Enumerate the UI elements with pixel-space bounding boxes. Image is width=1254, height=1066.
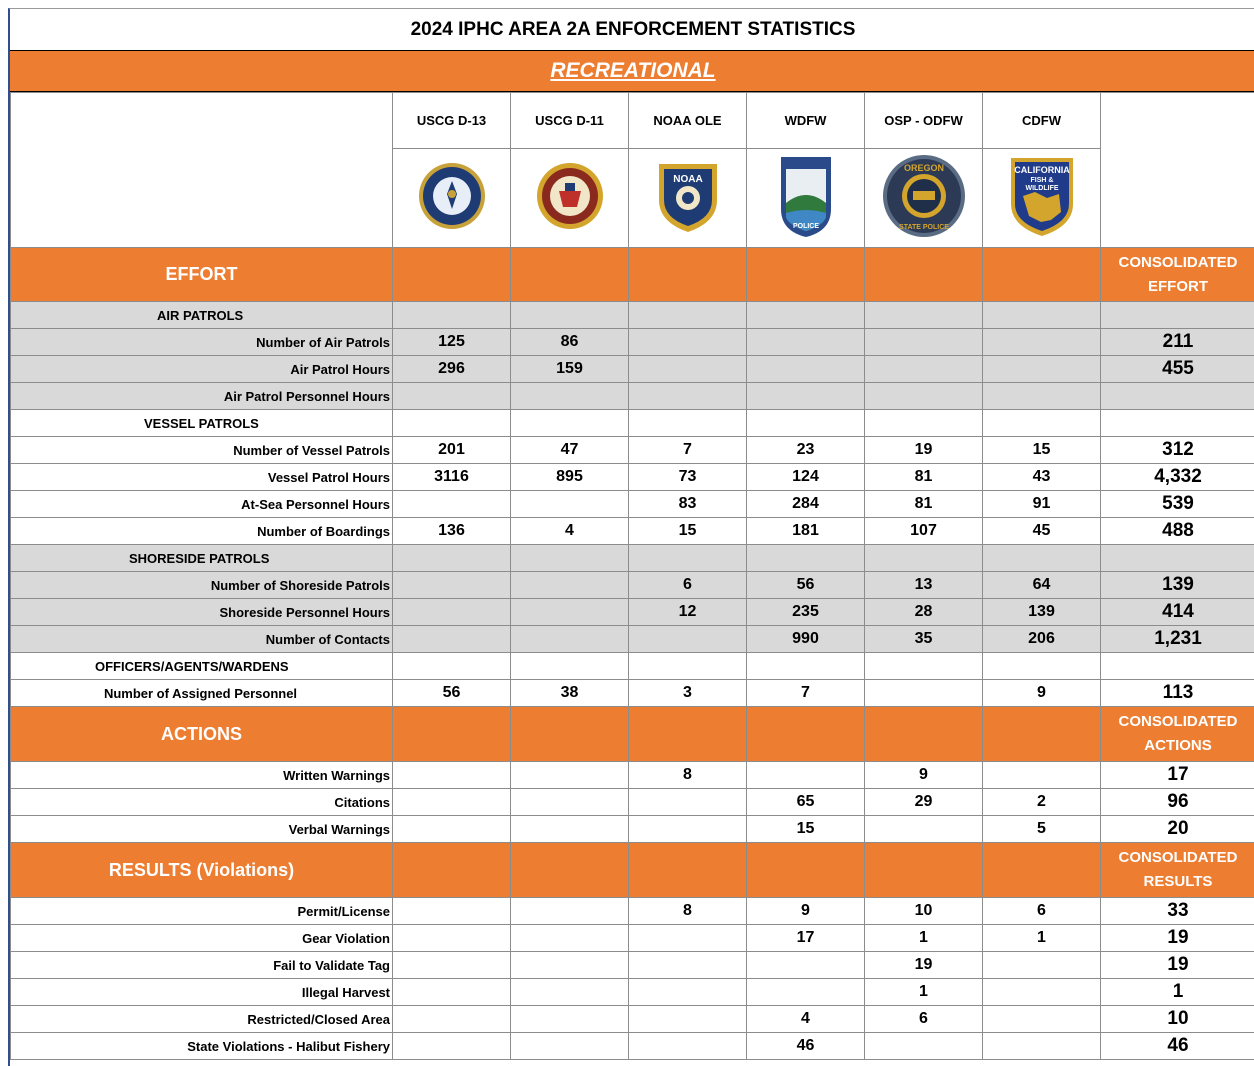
wdfw-police-badge-icon [747,149,865,248]
value-cell [983,1033,1101,1060]
stats-table [10,92,1254,1060]
value-cell: 107 [865,518,983,545]
consolidated-total-cell: 455 [1101,356,1254,383]
shoreside-patrols-section-row [11,545,1254,572]
value-cell: 159 [511,356,629,383]
value-cell [511,952,629,979]
value-cell [629,1033,747,1060]
consolidated-total-cell: 10 [1101,1006,1254,1033]
actions-header-row [11,707,1254,762]
value-cell: 46 [747,1033,865,1060]
value-cell: 3 [629,680,747,707]
consolidated-total-cell: 96 [1101,789,1254,816]
air-patrols-section-row [11,302,1254,329]
value-cell [511,626,629,653]
value-cell [393,979,511,1006]
osp-logo-text-top: OREGON [903,163,943,173]
page-title: 2024 IPHC AREA 2A ENFORCEMENT STATISTICS [10,9,1254,51]
value-cell [983,329,1101,356]
value-cell [511,762,629,789]
row-label: Air Patrol Hours [11,356,393,383]
consolidated-total-cell: 19 [1101,925,1254,952]
table-row [11,979,1254,1006]
table-row [11,518,1254,545]
consolidated-effort-heading: CONSOLIDATED EFFORT [1101,248,1254,302]
table-row [11,762,1254,789]
value-cell [511,1033,629,1060]
value-cell: 5 [983,816,1101,843]
consolidated-total-cell: 17 [1101,762,1254,789]
value-cell [511,491,629,518]
value-cell [747,329,865,356]
value-cell: 19 [865,437,983,464]
value-cell: 181 [747,518,865,545]
table-row [11,952,1254,979]
value-cell [511,1006,629,1033]
value-cell: 47 [511,437,629,464]
officers-section-row [11,653,1254,680]
value-cell [393,491,511,518]
value-cell: 3116 [393,464,511,491]
section-heading: AIR PATROLS [11,302,393,329]
consolidated-total-cell: 46 [1101,1033,1254,1060]
value-cell [865,680,983,707]
value-cell: 206 [983,626,1101,653]
value-cell: 35 [865,626,983,653]
agency-name: OSP - ODFW [865,93,983,149]
consolidated-total-cell: 33 [1101,898,1254,925]
value-cell: 8 [629,898,747,925]
value-cell: 86 [511,329,629,356]
effort-header-row [11,248,1254,302]
row-label: Fail to Validate Tag [11,952,393,979]
cdfw-logo-text-3: WILDLIFE [1025,185,1058,192]
effort-heading: EFFORT [11,248,393,302]
value-cell [511,925,629,952]
value-cell [747,762,865,789]
value-cell: 7 [629,437,747,464]
value-cell: 91 [983,491,1101,518]
table-row [11,383,1254,410]
value-cell: 15 [983,437,1101,464]
value-cell: 7 [747,680,865,707]
wdfw-logo-text: POLICE [792,223,818,230]
value-cell: 6 [865,1006,983,1033]
value-cell [393,1033,511,1060]
value-cell [629,952,747,979]
row-label: Number of Vessel Patrols [11,437,393,464]
value-cell [983,952,1101,979]
table-row [11,491,1254,518]
value-cell [629,925,747,952]
spreadsheet [8,8,1254,1066]
value-cell [983,383,1101,410]
value-cell [393,572,511,599]
row-label: Number of Assigned Personnel [11,680,393,707]
row-label: At-Sea Personnel Hours [11,491,393,518]
value-cell [865,329,983,356]
value-cell [393,898,511,925]
agency-name: WDFW [747,93,865,149]
table-row [11,626,1254,653]
value-cell: 9 [865,762,983,789]
value-cell: 12 [629,599,747,626]
value-cell [511,572,629,599]
value-cell: 124 [747,464,865,491]
value-cell [393,762,511,789]
value-cell: 45 [983,518,1101,545]
value-cell: 43 [983,464,1101,491]
value-cell: 6 [629,572,747,599]
value-cell [747,952,865,979]
value-cell: 28 [865,599,983,626]
row-label: Verbal Warnings [11,816,393,843]
value-cell: 136 [393,518,511,545]
value-cell [865,383,983,410]
value-cell [865,356,983,383]
table-row [11,572,1254,599]
table-row [11,680,1254,707]
row-label: Number of Air Patrols [11,329,393,356]
cdfw-badge-icon [983,149,1101,248]
agency-header-row [11,93,1254,149]
value-cell: 23 [747,437,865,464]
table-row [11,898,1254,925]
subtitle-recreational: RECREATIONAL [10,51,1254,92]
value-cell [983,356,1101,383]
value-cell: 15 [747,816,865,843]
value-cell [747,383,865,410]
value-cell: 8 [629,762,747,789]
value-cell [393,925,511,952]
value-cell: 296 [393,356,511,383]
value-cell: 284 [747,491,865,518]
consolidated-total-cell: 4,332 [1101,464,1254,491]
agency-name: USCG D-11 [511,93,629,149]
value-cell: 990 [747,626,865,653]
agency-name: NOAA OLE [629,93,747,149]
oregon-state-police-seal-icon [865,149,983,248]
consolidated-total-cell: 539 [1101,491,1254,518]
value-cell [393,952,511,979]
value-cell [747,979,865,1006]
value-cell [511,383,629,410]
value-cell: 65 [747,789,865,816]
value-cell [629,383,747,410]
value-cell [393,816,511,843]
value-cell: 895 [511,464,629,491]
consolidated-total-cell: 139 [1101,572,1254,599]
consolidated-total-cell: 488 [1101,518,1254,545]
value-cell: 29 [865,789,983,816]
value-cell: 4 [511,518,629,545]
consolidated-total-cell: 113 [1101,680,1254,707]
consolidated-total-cell: 1 [1101,979,1254,1006]
row-label: Gear Violation [11,925,393,952]
value-cell: 201 [393,437,511,464]
value-cell: 2 [983,789,1101,816]
value-cell [629,356,747,383]
value-cell [747,356,865,383]
consolidated-total-cell: 20 [1101,816,1254,843]
value-cell: 235 [747,599,865,626]
consolidated-actions-heading: CONSOLIDATED ACTIONS [1101,707,1254,762]
noaa-ole-badge-icon [629,149,747,248]
consolidated-total-cell: 211 [1101,329,1254,356]
value-cell: 1 [983,925,1101,952]
value-cell: 9 [747,898,865,925]
consolidated-total-cell: 1,231 [1101,626,1254,653]
value-cell [629,626,747,653]
table-row [11,925,1254,952]
value-cell [983,762,1101,789]
value-cell: 83 [629,491,747,518]
section-heading: SHORESIDE PATROLS [11,545,393,572]
table-row [11,329,1254,356]
value-cell [511,979,629,1006]
uscg-d13-seal-icon [393,149,511,248]
uscg-d11-seal-icon [511,149,629,248]
value-cell: 38 [511,680,629,707]
results-heading: RESULTS (Violations) [11,843,393,898]
osp-logo-text-bottom: STATE POLICE [899,224,949,231]
row-label: Written Warnings [11,762,393,789]
row-label: Air Patrol Personnel Hours [11,383,393,410]
table-row [11,816,1254,843]
table-row [11,464,1254,491]
consolidated-total-cell: 414 [1101,599,1254,626]
value-cell [393,1006,511,1033]
row-label: Restricted/Closed Area [11,1006,393,1033]
table-row [11,789,1254,816]
table-row [11,437,1254,464]
agency-name: CDFW [983,93,1101,149]
vessel-patrols-section-row [11,410,1254,437]
value-cell [865,816,983,843]
value-cell [393,626,511,653]
value-cell: 73 [629,464,747,491]
value-cell: 139 [983,599,1101,626]
table-row [11,356,1254,383]
row-label: Number of Boardings [11,518,393,545]
value-cell [393,599,511,626]
value-cell [511,898,629,925]
value-cell: 4 [747,1006,865,1033]
value-cell: 10 [865,898,983,925]
consolidated-total-cell [1101,383,1254,410]
row-label: Illegal Harvest [11,979,393,1006]
row-label: Number of Contacts [11,626,393,653]
value-cell: 81 [865,464,983,491]
value-cell: 19 [865,952,983,979]
value-cell: 125 [393,329,511,356]
value-cell: 15 [629,518,747,545]
value-cell: 13 [865,572,983,599]
row-label: Permit/License [11,898,393,925]
results-header-row [11,843,1254,898]
noaa-logo-text: NOAA [673,174,702,185]
value-cell: 17 [747,925,865,952]
value-cell: 81 [865,491,983,518]
row-label: Shoreside Personnel Hours [11,599,393,626]
consolidated-results-heading: CONSOLIDATED RESULTS [1101,843,1254,898]
value-cell: 64 [983,572,1101,599]
value-cell: 9 [983,680,1101,707]
value-cell [393,789,511,816]
actions-heading: ACTIONS [11,707,393,762]
value-cell [629,979,747,1006]
value-cell [511,599,629,626]
value-cell [629,1006,747,1033]
value-cell [511,789,629,816]
section-heading: VESSEL PATROLS [11,410,393,437]
value-cell: 1 [865,925,983,952]
value-cell [983,979,1101,1006]
table-row [11,1033,1254,1060]
value-cell: 6 [983,898,1101,925]
consolidated-total-cell: 312 [1101,437,1254,464]
value-cell: 56 [747,572,865,599]
value-cell [983,1006,1101,1033]
value-cell: 1 [865,979,983,1006]
value-cell [511,816,629,843]
value-cell [629,789,747,816]
cdfw-logo-text-1: CALIFORNIA [1014,165,1070,175]
row-label: State Violations - Halibut Fishery [11,1033,393,1060]
section-heading: OFFICERS/AGENTS/WARDENS [11,653,393,680]
value-cell: 56 [393,680,511,707]
row-label: Citations [11,789,393,816]
row-label: Number of Shoreside Patrols [11,572,393,599]
consolidated-total-cell: 19 [1101,952,1254,979]
value-cell [865,1033,983,1060]
row-label: Vessel Patrol Hours [11,464,393,491]
value-cell [629,816,747,843]
agency-name: USCG D-13 [393,93,511,149]
table-row [11,599,1254,626]
table-row [11,1006,1254,1033]
cdfw-logo-text-2: FISH & [1030,177,1053,184]
value-cell [393,383,511,410]
value-cell [629,329,747,356]
